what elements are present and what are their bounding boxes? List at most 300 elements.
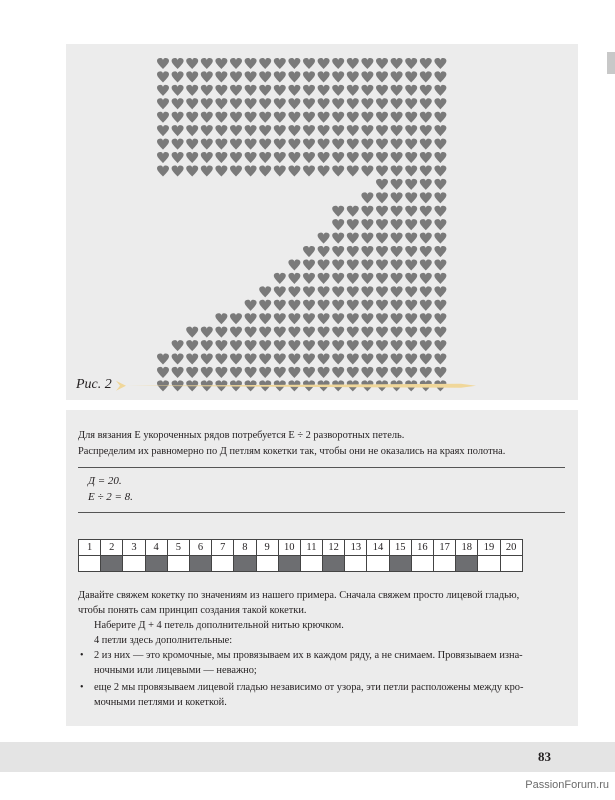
heart-stitch [420, 179, 432, 190]
heart-stitch [157, 112, 169, 123]
heart-stitch [172, 152, 184, 163]
heart-stitch [245, 165, 257, 176]
heart-stitch [332, 340, 344, 351]
heart-stitch [215, 112, 227, 123]
heart-stitch [434, 300, 446, 311]
heart-stitch [347, 273, 359, 284]
calc-e: Е ÷ 2 = 8. [88, 491, 133, 503]
heart-stitch [318, 58, 330, 69]
heart-stitch [157, 165, 169, 176]
heart-stitch [245, 139, 257, 150]
heart-stitch [391, 192, 403, 203]
heart-stitch [274, 112, 286, 123]
heart-stitch [318, 340, 330, 351]
heart-stitch [361, 246, 373, 257]
heart-stitch [172, 139, 184, 150]
stitch-mark-cell [323, 556, 345, 572]
heart-stitch [186, 58, 198, 69]
heart-stitch [303, 340, 315, 351]
heart-stitch [274, 340, 286, 351]
heart-stitch [274, 286, 286, 297]
figure-panel [66, 44, 578, 400]
heart-stitch [230, 327, 242, 338]
bullet-1-line-2: ночными или лицевыми — неважно; [94, 665, 257, 676]
heart-stitch [420, 71, 432, 82]
heart-stitch [361, 98, 373, 109]
heart-stitch [303, 125, 315, 136]
heart-stitch [420, 313, 432, 324]
heart-stitch [391, 98, 403, 109]
heart-stitch [391, 219, 403, 230]
heart-stitch [288, 98, 300, 109]
heart-stitch [318, 273, 330, 284]
heart-stitch [274, 354, 286, 365]
heart-stitch [215, 313, 227, 324]
paragraph-distribute: Распределим их равномерно по Д петлям кокетки так, чтобы они не оказались на краях полотна. [78, 446, 506, 457]
heart-stitch [347, 367, 359, 378]
heart-stitch [274, 367, 286, 378]
stitch-number-cell: 1 [79, 540, 101, 556]
heart-stitch [332, 246, 344, 257]
heart-stitch [303, 139, 315, 150]
stitch-number-cell: 12 [323, 540, 345, 556]
heart-stitch [434, 179, 446, 190]
heart-stitch [215, 354, 227, 365]
heart-stitch [288, 152, 300, 163]
heart-stitch [230, 139, 242, 150]
heart-stitch [288, 300, 300, 311]
heart-stitch [347, 112, 359, 123]
stitch-mark-cell [389, 556, 411, 572]
heart-stitch [318, 112, 330, 123]
heart-stitch [201, 152, 213, 163]
heart-stitch [332, 259, 344, 270]
heart-stitch [332, 85, 344, 96]
heart-stitch [332, 300, 344, 311]
heart-stitch [332, 233, 344, 244]
heart-stitch [347, 300, 359, 311]
heart-stitch [420, 206, 432, 217]
stitch-mark-cell [300, 556, 322, 572]
heart-stitch [215, 152, 227, 163]
stitch-number-cell: 14 [367, 540, 389, 556]
heart-stitch [376, 139, 388, 150]
heart-stitch [245, 367, 257, 378]
heart-stitch [259, 300, 271, 311]
heart-stitch [405, 98, 417, 109]
heart-stitch [376, 286, 388, 297]
heart-stitch [420, 327, 432, 338]
heart-stitch [303, 259, 315, 270]
stitch-mark-cell [478, 556, 500, 572]
heart-stitch [420, 192, 432, 203]
stitch-number-cell: 3 [123, 540, 145, 556]
heart-stitch [391, 139, 403, 150]
heart-stitch [347, 259, 359, 270]
heart-stitch [405, 58, 417, 69]
footer-band [0, 742, 615, 772]
bullet-1-line-1: 2 из них — это кромочные, мы провязываем их в каждом ряду, а не снимаем. Провязываем изна- [94, 650, 523, 661]
heart-stitch [405, 340, 417, 351]
heart-stitch [259, 112, 271, 123]
heart-stitch [434, 85, 446, 96]
heart-stitch [420, 152, 432, 163]
heart-stitch [405, 313, 417, 324]
heart-stitch [347, 85, 359, 96]
heart-stitch [259, 313, 271, 324]
heart-stitch [434, 367, 446, 378]
heart-stitch [376, 354, 388, 365]
heart-stitch [201, 98, 213, 109]
heart-stitch [376, 367, 388, 378]
heart-stitch [288, 340, 300, 351]
heart-stitch [376, 246, 388, 257]
heart-stitch [332, 139, 344, 150]
heart-stitch [434, 327, 446, 338]
heart-stitch [361, 259, 373, 270]
stitch-mark-cell [411, 556, 433, 572]
page-number: 83 [538, 749, 551, 764]
heart-stitch [186, 152, 198, 163]
heart-stitch [303, 71, 315, 82]
stitch-number-cell: 11 [300, 540, 322, 556]
heart-stitch [361, 273, 373, 284]
heart-stitch [376, 58, 388, 69]
heart-stitch [347, 125, 359, 136]
heart-stitch [405, 112, 417, 123]
heart-stitch [361, 139, 373, 150]
heart-stitch [361, 152, 373, 163]
stitch-number-cell: 15 [389, 540, 411, 556]
heart-stitch [172, 85, 184, 96]
heart-stitch [303, 367, 315, 378]
heart-stitch [332, 219, 344, 230]
heart-stitch [215, 98, 227, 109]
heart-stitch [405, 233, 417, 244]
heart-chart [66, 44, 578, 400]
stitch-number-cell: 7 [212, 540, 234, 556]
heart-stitch [347, 206, 359, 217]
heart-stitch [274, 300, 286, 311]
heart-stitch [391, 233, 403, 244]
stitch-mark-cell [345, 556, 367, 572]
heart-stitch [405, 165, 417, 176]
heart-stitch [391, 300, 403, 311]
heart-stitch [434, 192, 446, 203]
heart-stitch [318, 85, 330, 96]
stitch-mark-cell [189, 556, 211, 572]
heart-stitch [230, 58, 242, 69]
heart-stitch [288, 112, 300, 123]
heart-stitch [420, 98, 432, 109]
heart-stitch [259, 286, 271, 297]
heart-stitch [259, 340, 271, 351]
heart-stitch [288, 286, 300, 297]
heart-stitch [332, 125, 344, 136]
heart-stitch [230, 354, 242, 365]
heart-stitch [376, 259, 388, 270]
heart-stitch [230, 313, 242, 324]
heart-stitch [274, 273, 286, 284]
heart-stitch [420, 300, 432, 311]
heart-stitch [376, 192, 388, 203]
heart-stitch [215, 58, 227, 69]
heart-stitch [434, 340, 446, 351]
heart-stitch [230, 112, 242, 123]
heart-stitch [215, 367, 227, 378]
paragraph-example: Давайте свяжем кокетку по значениям из нашего примера. Сначала свяжем просто лицевой гладью, [78, 590, 520, 601]
heart-stitch [434, 58, 446, 69]
heart-stitch [318, 71, 330, 82]
heart-stitch [186, 98, 198, 109]
heart-stitch [259, 165, 271, 176]
heart-stitch [391, 354, 403, 365]
heart-stitch [186, 139, 198, 150]
text-panel [66, 410, 578, 726]
heart-stitch [318, 367, 330, 378]
heart-stitch [186, 354, 198, 365]
heart-stitch [361, 71, 373, 82]
bullet-icon: • [80, 682, 84, 693]
heart-stitch [332, 367, 344, 378]
heart-stitch [186, 112, 198, 123]
heart-stitch [434, 219, 446, 230]
heart-stitch [420, 219, 432, 230]
heart-stitch [186, 367, 198, 378]
side-tab-mark [607, 52, 615, 74]
heart-stitch [376, 219, 388, 230]
heart-stitch [274, 327, 286, 338]
heart-stitch [361, 313, 373, 324]
paragraph-principle: чтобы понять сам принцип создания такой кокетки. [78, 605, 307, 616]
bullet-2-line-2: мочными петлями и кокеткой. [94, 697, 227, 708]
heart-stitch [274, 152, 286, 163]
heart-stitch [420, 259, 432, 270]
heart-stitch [215, 327, 227, 338]
stitch-number-cell: 18 [456, 540, 478, 556]
heart-stitch [347, 286, 359, 297]
heart-stitch [186, 327, 198, 338]
heart-stitch [332, 313, 344, 324]
heart-stitch [201, 367, 213, 378]
heart-stitch [245, 300, 257, 311]
heart-stitch [434, 206, 446, 217]
heart-stitch [318, 98, 330, 109]
heart-stitch [420, 286, 432, 297]
heart-stitch [186, 340, 198, 351]
heart-stitch [361, 286, 373, 297]
heart-stitch [230, 71, 242, 82]
heart-stitch [318, 300, 330, 311]
heart-stitch [274, 165, 286, 176]
stitch-number-cell: 5 [167, 540, 189, 556]
heart-stitch [186, 165, 198, 176]
stitch-number-cell: 20 [500, 540, 522, 556]
heart-stitch [318, 233, 330, 244]
heart-stitch [391, 246, 403, 257]
heart-stitch [201, 139, 213, 150]
heart-stitch [420, 367, 432, 378]
heart-stitch [318, 246, 330, 257]
heart-stitch [259, 139, 271, 150]
stitch-mark-cell [456, 556, 478, 572]
heart-stitch [361, 233, 373, 244]
heart-stitch [434, 98, 446, 109]
heart-stitch [376, 206, 388, 217]
heart-stitch [245, 71, 257, 82]
heart-stitch [230, 165, 242, 176]
heart-stitch [405, 125, 417, 136]
heart-stitch [332, 71, 344, 82]
heart-stitch [201, 165, 213, 176]
heart-stitch [172, 98, 184, 109]
heart-stitch [391, 71, 403, 82]
heart-stitch [391, 340, 403, 351]
heart-stitch [332, 165, 344, 176]
heart-stitch [215, 85, 227, 96]
stitch-mark-cell [101, 556, 123, 572]
heart-stitch [230, 152, 242, 163]
heart-stitch [361, 125, 373, 136]
heart-stitch [172, 58, 184, 69]
heart-stitch [420, 233, 432, 244]
stitch-mark-cell [79, 556, 101, 572]
heart-stitch [318, 165, 330, 176]
heart-stitch [405, 327, 417, 338]
heart-stitch [318, 354, 330, 365]
heart-stitch [259, 367, 271, 378]
heart-stitch [303, 300, 315, 311]
heart-stitch [420, 112, 432, 123]
heart-stitch [332, 286, 344, 297]
stitch-number-cell: 4 [145, 540, 167, 556]
heart-stitch [434, 165, 446, 176]
heart-stitch [172, 71, 184, 82]
heart-stitch [201, 327, 213, 338]
stitch-mark-cell [234, 556, 256, 572]
heart-stitch [391, 313, 403, 324]
heart-stitch [274, 98, 286, 109]
heart-stitch [420, 85, 432, 96]
heart-stitch [434, 233, 446, 244]
heart-stitch [201, 85, 213, 96]
heart-stitch [245, 152, 257, 163]
heart-stitch [215, 71, 227, 82]
stitch-number-cell: 9 [256, 540, 278, 556]
stitch-number-cell: 19 [478, 540, 500, 556]
heart-stitch [230, 340, 242, 351]
heart-stitch [376, 125, 388, 136]
heart-stitch [274, 85, 286, 96]
heart-stitch [405, 273, 417, 284]
heart-stitch [391, 165, 403, 176]
heart-stitch [303, 58, 315, 69]
heart-stitch [361, 85, 373, 96]
heart-stitch [274, 58, 286, 69]
heart-stitch [303, 273, 315, 284]
heart-stitch [245, 354, 257, 365]
heart-stitch [347, 152, 359, 163]
heart-stitch [361, 58, 373, 69]
heart-stitch [303, 354, 315, 365]
heart-stitch [274, 125, 286, 136]
paragraph-short-rows: Для вязания Е укороченных рядов потребуется Е ÷ 2 разворотных петель. [78, 430, 405, 441]
heart-stitch [376, 71, 388, 82]
paragraph-cast-on: Наберите Д + 4 петель дополнительной нитью крючком. [94, 620, 344, 631]
heart-stitch [245, 98, 257, 109]
calc-d: Д = 20. [88, 475, 122, 487]
heart-stitch [347, 313, 359, 324]
heart-stitch [376, 165, 388, 176]
heart-stitch [347, 340, 359, 351]
stitch-mark-cell [212, 556, 234, 572]
heart-stitch [361, 206, 373, 217]
heart-stitch [245, 125, 257, 136]
heart-stitch [376, 233, 388, 244]
heart-stitch [347, 165, 359, 176]
heart-stitch [376, 327, 388, 338]
heart-stitch [434, 313, 446, 324]
heart-stitch [391, 112, 403, 123]
heart-stitch [201, 71, 213, 82]
heart-stitch [318, 286, 330, 297]
heart-stitch [303, 98, 315, 109]
heart-stitch [318, 259, 330, 270]
heart-stitch [405, 354, 417, 365]
heart-stitch [245, 58, 257, 69]
heart-stitch [303, 313, 315, 324]
stitch-mark-cell [434, 556, 456, 572]
heart-stitch [347, 58, 359, 69]
stitch-mark-cell [167, 556, 189, 572]
watermark: PassionForum.ru [525, 779, 609, 791]
heart-stitch [405, 219, 417, 230]
heart-stitch [259, 125, 271, 136]
heart-stitch [303, 112, 315, 123]
heart-stitch [157, 125, 169, 136]
heart-stitch [347, 98, 359, 109]
heart-stitch [318, 313, 330, 324]
stitch-mark-cell [145, 556, 167, 572]
heart-stitch [230, 367, 242, 378]
heart-stitch [288, 259, 300, 270]
heart-stitch [434, 286, 446, 297]
heart-stitch [434, 152, 446, 163]
heart-stitch [391, 58, 403, 69]
heart-stitch [391, 152, 403, 163]
heart-stitch [157, 98, 169, 109]
heart-stitch [172, 340, 184, 351]
heart-stitch [303, 286, 315, 297]
heart-stitch [347, 219, 359, 230]
heart-stitch [361, 192, 373, 203]
heart-stitch [259, 71, 271, 82]
heart-stitch [405, 139, 417, 150]
heart-stitch [186, 71, 198, 82]
heart-stitch [259, 85, 271, 96]
heart-stitch [434, 273, 446, 284]
heart-stitch [405, 300, 417, 311]
heart-stitch [186, 85, 198, 96]
stitch-number-cell: 6 [189, 540, 211, 556]
heart-stitch [288, 58, 300, 69]
heart-stitch [245, 112, 257, 123]
heart-stitch [391, 286, 403, 297]
heart-stitch [332, 152, 344, 163]
heart-stitch [361, 112, 373, 123]
heart-stitch [157, 85, 169, 96]
heart-stitch [332, 206, 344, 217]
